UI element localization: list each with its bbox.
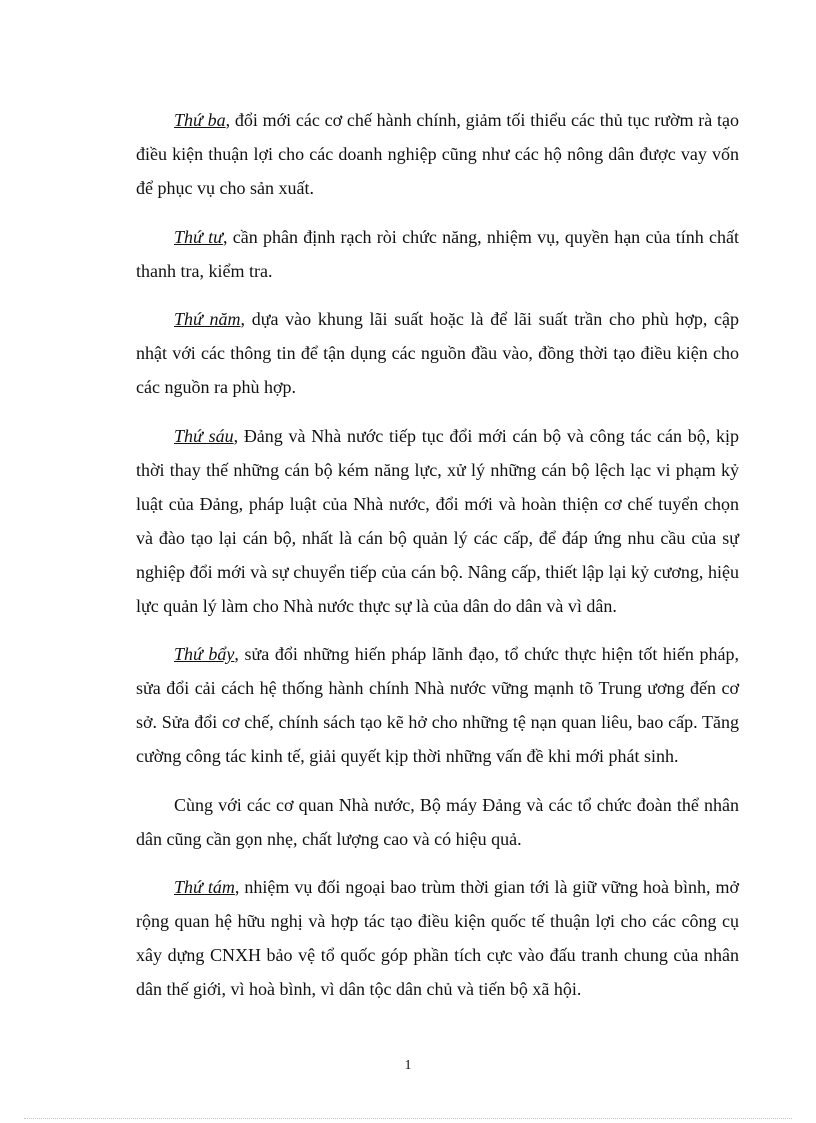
paragraph-lead: Thứ ba <box>174 110 226 130</box>
paragraph-thu-tu <box>136 220 739 288</box>
paragraph-lead: Thứ tám <box>174 877 235 897</box>
paragraph-text: , Đảng và Nhà nước tiếp tục đổi mới cán bộ và công tác cán bộ, kịp thời thay thế những cán bộ kém năng lực, xử lý những cán bộ lệch lạc vi phạm kỷ luật của Đảng, pháp luật của Nhà nước, đổi mới và hoàn thiện cơ chế tuyển chọn và đào tạo lại cán bộ, nhất là cán bộ quản lý các cấp, để đáp ứng nhu cầu của sự nghiệp đổi mới và sự chuyển tiếp của cán bộ. Nâng cấp, thiết lập lại kỷ cương, hiệu lực quản lý làm cho Nhà nước thực sự là của dân do dân và vì dân. <box>136 425 739 616</box>
paragraph-lead: Thứ tư <box>174 226 223 247</box>
paragraph-text: , nhiệm vụ đối ngoại bao trùm thời gian tới là giữ vững hoà bình, mở rộng quan hệ hữu nghị và hợp tác tạo điều kiện quốc tế thuận lợi cho các công cụ xây dựng CNXH bảo vệ tổ quốc góp phần tích cực vào đấu tranh chung của nhân dân thế giới, vì hoà bình, vì dân tộc dân chủ và tiến bộ xã hội. <box>136 877 740 999</box>
page-bottom-edge <box>24 1118 792 1119</box>
paragraph-text: , dựa vào khung lãi suất hoặc là để lãi suất trần cho phù hợp, cập nhật với các thông tin để tận dụng các nguồn đầu vào, đồng thời tạo điều kiện cho các nguồn ra phù hợp. <box>136 309 740 397</box>
paragraph-thu-tam <box>136 870 739 1006</box>
paragraph-cung-voi <box>136 788 739 856</box>
paragraph-thu-ba <box>136 103 739 205</box>
paragraph-thu-nam <box>136 302 739 404</box>
document-body <box>136 103 739 1021</box>
paragraph-text: Cùng với các cơ quan Nhà nước, Bộ máy Đảng và các tổ chức đoàn thể nhân dân cũng cần gọn nhẹ, chất lượng cao và có hiệu quả. <box>136 794 739 849</box>
paragraph-text: , sửa đổi những hiến pháp lãnh đạo, tổ chức thực hiện tốt hiến pháp, sửa đổi cải cách hệ thống hành chính Nhà nước vững mạnh tõ Trung ương đến cơ sở. Sửa đổi cơ chế, chính sách tạo kẽ hở cho những tệ nạn quan liêu, bao cấp. Tăng cường công tác kinh tế, giải quyết kịp thời những vấn đề khi mới phát sinh. <box>136 644 739 766</box>
paragraph-text: , cần phân định rạch ròi chức năng, nhiệm vụ, quyền hạn của tính chất thanh tra, kiểm tra. <box>136 226 739 281</box>
paragraph-lead: Thứ bẩy <box>174 644 235 664</box>
paragraph-thu-bay <box>136 637 739 773</box>
paragraph-text: , đổi mới các cơ chế hành chính, giảm tối thiểu các thủ tục rườm rà tạo điều kiện thuận lợi cho các doanh nghiệp cũng như các hộ nông dân được vay vốn để phục vụ cho sản xuất. <box>136 110 739 198</box>
paragraph-thu-sau <box>136 419 739 623</box>
paragraph-lead: Thứ sáu <box>174 425 234 446</box>
paragraph-lead: Thứ năm <box>174 309 241 329</box>
page-number: 1 <box>404 1058 412 1073</box>
